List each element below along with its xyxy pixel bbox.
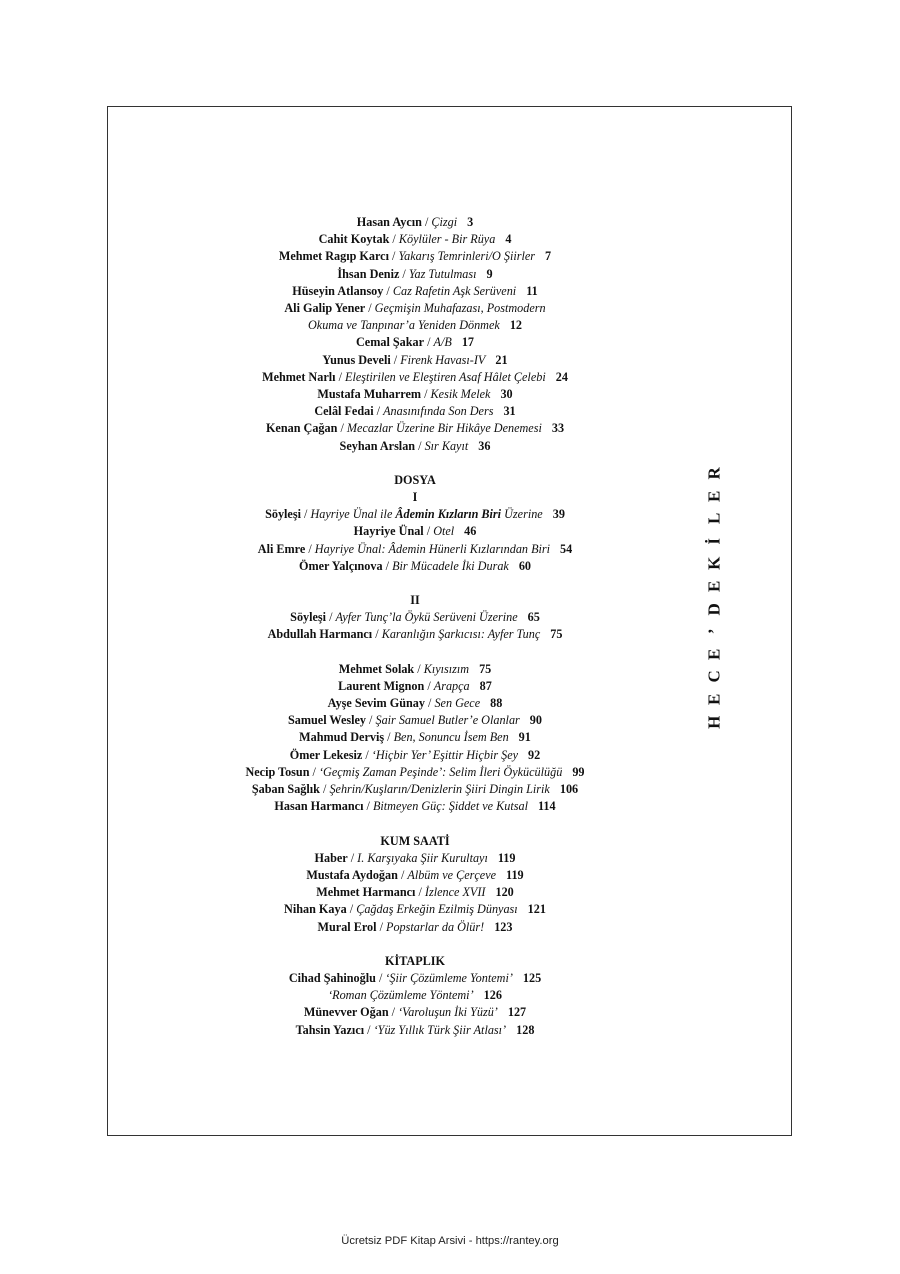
entry-author: Cihad Şahinoğlu xyxy=(288,970,376,985)
entry-author: Ömer Lekesiz xyxy=(289,747,363,762)
entry-page: 75 xyxy=(479,661,492,676)
toc-entry: Mehmet Solak / Kıyısızım 75 xyxy=(338,661,492,676)
entry-page: 30 xyxy=(500,387,513,402)
entry-author: Mehmet Harmancı xyxy=(316,885,416,900)
entry-page: 4 xyxy=(505,232,512,247)
entry-author: Necip Tosun xyxy=(245,764,310,779)
toc-entry: Kenan Çağan / Mecazlar Üzerine Bir Hikâye Denemesi 33 xyxy=(265,421,565,436)
entry-page: 17 xyxy=(461,335,474,350)
toc-entry: Hasan Aycın / Çizgi 3 xyxy=(356,215,474,229)
entry-page: 126 xyxy=(483,988,502,1003)
entry-author: Mural Erol xyxy=(317,919,377,934)
toc-entry: İhsan Deniz / Yaz Tutulması 9 xyxy=(337,266,493,281)
entry-title: Hayriye Ünal: Âdemin Hünerli Kızlarından Biri xyxy=(314,541,551,556)
entry-title: I. Karşıyaka Şiir Kurultayı xyxy=(357,850,488,865)
side-title-letter: D xyxy=(704,602,724,615)
entry-title: Hayriye Ünal ile Âdemin Kızların Biri Üzerine xyxy=(310,507,543,522)
toc-entry: Celâl Fedai / Anasınıfında Son Ders 31 xyxy=(314,404,516,419)
side-title-letter: E xyxy=(704,648,724,660)
entry-author: Hasan Aycın xyxy=(356,215,422,229)
toc-entry: Samuel Wesley / Şair Samuel Butler’e Olanlar 90 xyxy=(288,713,542,728)
entry-author: Mehmet Solak xyxy=(338,661,415,676)
section-heading-kum-saati: KUM SAATİ xyxy=(380,833,450,848)
toc-entry: Abdullah Harmancı / Karanlığın Şarkıcısı: Ayfer Tunç 75 xyxy=(267,627,563,642)
entry-author: Ayşe Sevim Günay xyxy=(327,696,425,711)
entry-author: Ali Galip Yener xyxy=(284,301,366,316)
toc-entry: Ömer Lekesiz / ‘Hiçbir Yer’ Eşittir Hiçbir Şey 92 xyxy=(289,747,541,762)
entry-author: Nihan Kaya xyxy=(284,902,347,917)
entry-page: 119 xyxy=(506,867,524,882)
entry-title: Yaz Tutulması xyxy=(408,266,477,281)
entry-title: A/B xyxy=(433,335,452,350)
entry-author: Celâl Fedai xyxy=(314,404,374,419)
side-title-letter: R xyxy=(704,467,724,480)
entry-author: Söyleşi xyxy=(290,610,327,625)
toc-entry: Haber / I. Karşıyaka Şiir Kurultayı 119 xyxy=(314,850,516,865)
entry-title: Firenk Havası-IV xyxy=(400,352,486,367)
toc-kitaplik xyxy=(200,970,630,1039)
entry-author: Tahsin Yazıcı xyxy=(295,1022,365,1037)
toc-entry: Mehmet Narlı / Eleştirilen ve Eleştiren Asaf Hâlet Çelebi 24 xyxy=(262,369,568,384)
entry-page: 36 xyxy=(478,438,491,453)
vertical-side-title xyxy=(698,462,732,733)
entry-title: Albüm ve Çerçeve xyxy=(407,867,497,882)
entry-page: 11 xyxy=(526,283,538,298)
footer-text: Ücretsiz PDF Kitap Arsivi - https://rantey.org xyxy=(341,1235,559,1247)
toc-entry: Ali Galip Yener / Geçmişin Muhafazası, Postmodern xyxy=(284,301,546,316)
part-label-1: I xyxy=(412,490,418,505)
toc-main-section xyxy=(200,214,630,455)
entry-title: Bir Mücadele İki Durak xyxy=(392,558,509,573)
entry-author: Abdullah Harmancı xyxy=(267,627,373,642)
side-title-letter: C xyxy=(704,670,724,683)
section-heading-kitaplik: KİTAPLIK xyxy=(384,953,446,968)
entry-title: Kesik Melek xyxy=(430,387,491,402)
entry-title: Çizgi xyxy=(431,215,458,229)
toc-dosya-part2 xyxy=(200,609,630,643)
entry-page: 31 xyxy=(503,404,516,419)
entry-title: Karanlığın Şarkıcısı: Ayfer Tunç xyxy=(381,627,541,642)
toc-entry: Mustafa Muharrem / Kesik Melek 30 xyxy=(317,387,513,402)
entry-author: Laurent Mignon xyxy=(338,678,425,693)
toc-entry: Tahsin Yazıcı / ‘Yüz Yıllık Türk Şiir Atlası’ 128 xyxy=(295,1022,535,1037)
entry-page: 46 xyxy=(464,524,477,539)
entry-page: 39 xyxy=(552,507,565,522)
entry-page: 54 xyxy=(560,541,573,556)
toc-entry: Seyhan Arslan / Sır Kayıt 36 xyxy=(339,438,491,453)
entry-page: 33 xyxy=(551,421,565,436)
entry-author: Kenan Çağan xyxy=(265,421,338,436)
entry-title: Caz Rafetin Aşk Serüveni xyxy=(392,283,517,298)
entry-title: Şehrin/Kuşların/Denizlerin Şiiri Dingin Lirik xyxy=(329,782,550,797)
entry-page: 92 xyxy=(528,747,541,762)
toc-entry: Cahit Koytak / Köylüler - Bir Rüya 4 xyxy=(318,232,512,247)
side-title-letter: E xyxy=(704,490,724,502)
entry-author: Mehmet Narlı xyxy=(262,369,336,384)
entry-title: İzlence XVII xyxy=(424,885,486,900)
toc-entry: Mehmet Ragıp Karcı / Yakarış Temrinleri/O Şiirler 7 xyxy=(278,249,552,264)
side-title-letter: L xyxy=(704,512,724,525)
entry-page: 75 xyxy=(550,627,563,642)
entry-page: 3 xyxy=(467,215,474,229)
entry-author: İhsan Deniz xyxy=(337,266,400,281)
entry-page: 65 xyxy=(527,610,540,625)
entry-title: Popstarlar da Ölür! xyxy=(386,919,485,934)
toc-entry: Yunus Develi / Firenk Havası-IV 21 xyxy=(322,352,508,367)
entry-page: 24 xyxy=(555,369,568,384)
side-title-letter: E xyxy=(704,580,724,592)
toc-entry xyxy=(200,987,630,1004)
side-title-letter: K xyxy=(704,557,724,571)
side-title-letter: E xyxy=(704,693,724,705)
entry-title: Şair Samuel Butler’e Olanlar xyxy=(375,713,520,728)
entry-page: 119 xyxy=(497,850,516,865)
entry-page: 127 xyxy=(507,1005,527,1020)
toc-dosya-part1 xyxy=(200,523,630,575)
entry-author: Söyleşi xyxy=(265,507,301,522)
toc-second-section xyxy=(200,661,630,816)
toc-kum-saati xyxy=(200,850,630,936)
entry-author: Şaban Sağlık xyxy=(251,782,320,797)
entry-page: 21 xyxy=(495,352,508,367)
entry-title: Sır Kayıt xyxy=(424,438,469,453)
entry-author: Samuel Wesley xyxy=(288,713,366,728)
side-title-letter: H xyxy=(704,715,724,729)
toc-entry: Ömer Yalçınova / Bir Mücadele İki Durak 60 xyxy=(298,558,532,573)
entry-title: Ayfer Tunç’la Öykü Serüveni Üzerine xyxy=(335,610,518,625)
toc-entry: Ayşe Sevim Günay / Sen Gece 88 xyxy=(327,696,503,711)
toc-entry: Mural Erol / Popstarlar da Ölür! 123 xyxy=(317,919,513,934)
toc-entry: Mehmet Harmancı / İzlence XVII 120 xyxy=(316,885,514,900)
entry-author: Hayriye Ünal xyxy=(353,524,424,539)
entry-author: Hasan Harmancı xyxy=(274,799,364,814)
entry-author: Münevver Oğan xyxy=(303,1005,389,1020)
entry-author: Hüseyin Atlansoy xyxy=(292,283,384,298)
entry-title: Eleştirilen ve Eleştiren Asaf Hâlet Çelebi xyxy=(345,369,546,384)
toc-entry: Mahmud Derviş / Ben, Sonuncu İsem Ben 91 xyxy=(299,730,531,745)
entry-title: Ben, Sonuncu İsem Ben xyxy=(393,730,509,745)
toc-entry: Nihan Kaya / Çağdaş Erkeğin Ezilmiş Dünyası 121 xyxy=(284,902,546,917)
entry-title: Kıyısızım xyxy=(423,661,470,676)
entry-page: 9 xyxy=(486,266,493,281)
entry-title: ‘Geçmiş Zaman Peşinde’: Selim İleri Öykücülüğü xyxy=(318,764,563,779)
entry-author: Seyhan Arslan xyxy=(339,438,416,453)
entry-title: Köylüler - Bir Rüya xyxy=(398,232,496,247)
toc-entry: Hasan Harmancı / Bitmeyen Güç: Şiddet ve Kutsal 114 xyxy=(274,799,556,814)
entry-page: 125 xyxy=(522,970,542,985)
entry-title: Mecazlar Üzerine Bir Hikâye Denemesi xyxy=(346,421,542,436)
toc-entry: Ali Emre / Hayriye Ünal: Âdemin Hünerli Kızlarından Biri 54 xyxy=(257,541,573,556)
side-title-letter: ’ xyxy=(704,628,724,635)
entry-author: Ömer Yalçınova xyxy=(298,558,383,573)
entry-author: Mustafa Muharrem xyxy=(317,387,422,402)
entry-title: ‘Yüz Yıllık Türk Şiir Atlası’ xyxy=(373,1022,507,1037)
entry-page: 120 xyxy=(495,885,514,900)
entry-author: Cahit Koytak xyxy=(318,232,390,247)
toc-entry: Hayriye Ünal / Otel 46 xyxy=(353,524,477,539)
entry-page: 91 xyxy=(518,730,531,745)
entry-author: Mustafa Aydoğan xyxy=(306,867,398,882)
entry-title: Anasınıfında Son Ders xyxy=(383,404,494,419)
section-heading-dosya: DOSYA xyxy=(394,472,436,487)
entry-page: 121 xyxy=(527,902,546,917)
entry-title: ‘Roman Çözümleme Yöntemi’ xyxy=(328,988,474,1003)
entry-title: ‘Hiçbir Yer’ Eşittir Hiçbir Şey xyxy=(371,747,519,762)
table-of-contents xyxy=(200,214,630,1039)
entry-author: Ali Emre xyxy=(257,541,306,556)
side-title-letter: İ xyxy=(704,537,724,545)
entry-title: Arapça xyxy=(433,678,470,693)
entry-title: Okuma ve Tanpınar’a Yeniden Dönmek xyxy=(307,318,500,333)
entry-page: 90 xyxy=(529,713,542,728)
toc-entry: Söyleşi / Ayfer Tunç’la Öykü Serüveni Üzerine 65 xyxy=(290,610,540,625)
entry-title: ‘Varoluşun İki Yüzü’ xyxy=(398,1005,498,1020)
entry-page: 123 xyxy=(494,919,513,934)
entry-title: Bitmeyen Güç: Şiddet ve Kutsal xyxy=(372,799,528,814)
entry-title: Geçmişin Muhafazası, Postmodern xyxy=(374,301,546,316)
entry-author: Haber xyxy=(314,850,348,865)
entry-title: Yakarış Temrinleri/O Şiirler xyxy=(398,249,536,264)
entry-page: 7 xyxy=(545,249,552,264)
toc-entry: Şaban Sağlık / Şehrin/Kuşların/Denizlerin Şiiri Dingin Lirik 106 xyxy=(251,782,579,797)
toc-entry: Hüseyin Atlansoy / Caz Rafetin Aşk Serüveni 11 xyxy=(292,283,538,298)
toc-entry xyxy=(200,317,630,334)
entry-title: Sen Gece xyxy=(434,696,481,711)
toc-entry: Laurent Mignon / Arapça 87 xyxy=(338,678,492,693)
entry-author: Yunus Develi xyxy=(322,352,391,367)
entry-page: 114 xyxy=(537,799,556,814)
toc-entry: Necip Tosun / ‘Geçmiş Zaman Peşinde’: Selim İleri Öykücülüğü 99 xyxy=(245,764,585,779)
part-label-2: II xyxy=(410,593,420,608)
toc-entry: Söyleşi / Hayriye Ünal ile Âdemin Kızların Biri Üzerine 39 xyxy=(265,507,565,522)
entry-page: 87 xyxy=(479,678,492,693)
entry-author: Mehmet Ragıp Karcı xyxy=(278,249,389,264)
entry-page: 106 xyxy=(559,782,579,797)
entry-title: ‘Şiir Çözümleme Yontemi’ xyxy=(385,970,513,985)
entry-page: 60 xyxy=(518,558,532,573)
toc-entry: Münevver Oğan / ‘Varoluşun İki Yüzü’ 127 xyxy=(303,1005,527,1020)
toc-entry: Cihad Şahinoğlu / ‘Şiir Çözümleme Yontemi’ 125 xyxy=(288,970,542,985)
entry-title: Çağdaş Erkeğin Ezilmiş Dünyası xyxy=(356,902,518,917)
entry-author: Mahmud Derviş xyxy=(299,730,385,745)
entry-title: Otel xyxy=(433,524,455,539)
entry-author: Cemal Şakar xyxy=(356,335,425,350)
entry-page: 12 xyxy=(509,318,522,333)
entry-page: 88 xyxy=(490,696,503,711)
entry-page: 99 xyxy=(572,764,585,779)
toc-entry: Mustafa Aydoğan / Albüm ve Çerçeve 119 xyxy=(306,867,524,882)
entry-page: 128 xyxy=(516,1022,535,1037)
toc-entry: Cemal Şakar / A/B 17 xyxy=(356,335,474,350)
